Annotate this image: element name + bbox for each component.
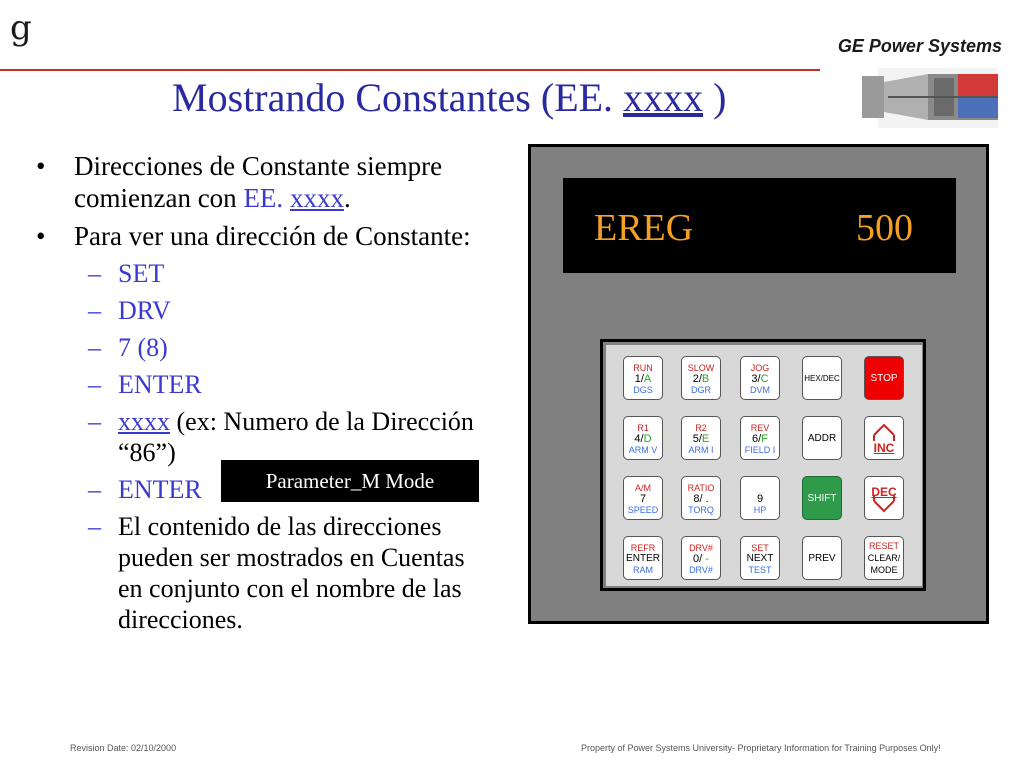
key-bottom-label: TORQ [688,505,714,515]
key-main-label: ENTER [626,553,660,564]
proprietary-notice: Property of Power Systems University- Proprietary Information for Training Purposes Only! [581,743,941,753]
key-bottom-label: RAM [633,565,653,575]
key-main-label: 3/C [751,373,769,385]
bullet-period: . [343,183,351,213]
key-bottom-label: DRV# [689,565,713,575]
step-text: DRV [118,296,171,325]
step-dash: – [88,296,101,325]
title-prefix: Mostrando Constantes (EE. [172,75,624,120]
key-inc-label: INC [873,441,895,455]
step-link[interactable]: xxxx [118,407,170,436]
key-top-label: DRV# [689,543,713,553]
key-addr[interactable]: ADDR [802,416,842,460]
key-bottom-label: DGS [633,385,653,395]
title-divider [0,69,820,71]
bullet-text: Direcciones de Constante siempre comienzan con [74,151,443,213]
step-item [36,332,486,363]
step-dash: – [88,475,101,504]
key-main-label: 7 [639,493,647,505]
step-text: (ex: Numero de la Dirección “86”) [118,407,474,467]
key-main-label: 1/A [634,373,652,385]
gas-turbine-image [858,62,1010,132]
title-link[interactable]: xxxx [623,75,704,120]
step-item [36,406,486,468]
step-dash: – [88,512,101,541]
key-top-label: R2 [695,423,707,433]
bullet-blue-text: EE. [243,183,290,213]
revision-date: Revision Date: 02/10/2000 [70,743,177,753]
step-dash: – [88,370,101,399]
step-item [36,258,486,289]
key-stop[interactable]: STOP [864,356,904,400]
key-top-label: RATIO [687,483,715,493]
key-drv[interactable] [681,536,721,580]
key-main-label: NEXT [746,553,774,564]
key-jog[interactable] [740,356,780,400]
key-inc[interactable] [864,416,904,460]
bullet-list [36,150,486,641]
key-main-label: 0/ - [693,553,709,565]
key-top-label: RESET [868,541,899,551]
key-bottom-label: TEST [748,565,772,575]
key-bottom-label: DGR [691,385,711,395]
key-bottom-label: ARM V [628,445,658,455]
key-top-label: REFR [630,543,656,553]
key-rev[interactable] [740,416,780,460]
key-top-label: R1 [637,423,649,433]
step-item [36,511,486,635]
key-shift[interactable]: SHIFT [802,476,842,520]
step-text: ENTER [118,370,202,399]
key-reset[interactable] [864,536,904,580]
step-text: SET [118,259,165,288]
slide-title [172,74,726,122]
parameter-mode-label: Parameter_M Mode [221,460,479,502]
key-a-m[interactable] [623,476,663,520]
step-text: 7 (8) [118,333,168,362]
key-r2[interactable] [681,416,721,460]
bullet-item [36,150,486,214]
key-main-label: CLEAR/ [867,553,901,563]
key-top-label: JOG [750,363,770,373]
dec-arrow-icon [865,477,903,519]
key-main-label-2: MODE [870,565,898,575]
key-slow[interactable] [681,356,721,400]
bullet-text: Para ver una dirección de Constante: [74,221,471,251]
step-text: ENTER [118,475,202,504]
key-run[interactable] [623,356,663,400]
key-bottom-label: SPEED [627,505,659,515]
key-main-label: 2/B [692,373,710,385]
key-bottom-label: HP [753,505,767,515]
display-value: 500 [856,207,913,249]
key-ratio[interactable] [681,476,721,520]
key-main-label: 5/E [692,433,710,445]
bullet-link[interactable]: xxxx [289,183,344,213]
key-9[interactable] [740,476,780,520]
key-bottom-label: DVM [750,385,770,395]
bullet-dot: • [36,151,46,181]
key-prev[interactable]: PREV [802,536,842,580]
key-bottom-label: FIELD I [744,445,776,455]
key-top-label: SLOW [687,363,715,373]
step-item [36,369,486,400]
key-top-label: A/M [634,483,651,493]
key-main-label: 8/ . [693,493,709,505]
bullet-dot: • [36,221,46,251]
key-top-label: RUN [633,363,653,373]
key-dec-label: DEC [871,485,897,499]
display-parameter: EREG [594,207,694,249]
step-dash: – [88,333,101,362]
key-enter[interactable] [623,536,663,580]
key-r1[interactable] [623,416,663,460]
title-suffix: ) [703,75,727,120]
ge-logo: g [10,8,32,48]
key-main-label: 9 [756,493,764,505]
step-text: El contenido de las direcciones pueden ser mostrados en Cuentas en conjunto con el nombre de las direcciones. [118,512,465,634]
key-hex-dec[interactable]: HEX/DEC [802,356,842,400]
key-main-label: 4/D [634,433,652,445]
step-item [36,295,486,326]
key-bottom-label: ARM I [688,445,714,455]
key-dec[interactable] [864,476,904,520]
step-dash: – [88,259,101,288]
key-next[interactable] [740,536,780,580]
bullet-item [36,220,486,252]
company-name: GE Power Systems [837,36,1002,56]
step-dash: – [88,407,101,436]
key-top-label: SET [751,543,769,553]
key-main-label: 6/F [752,433,768,445]
key-top-label: REV [750,423,770,433]
